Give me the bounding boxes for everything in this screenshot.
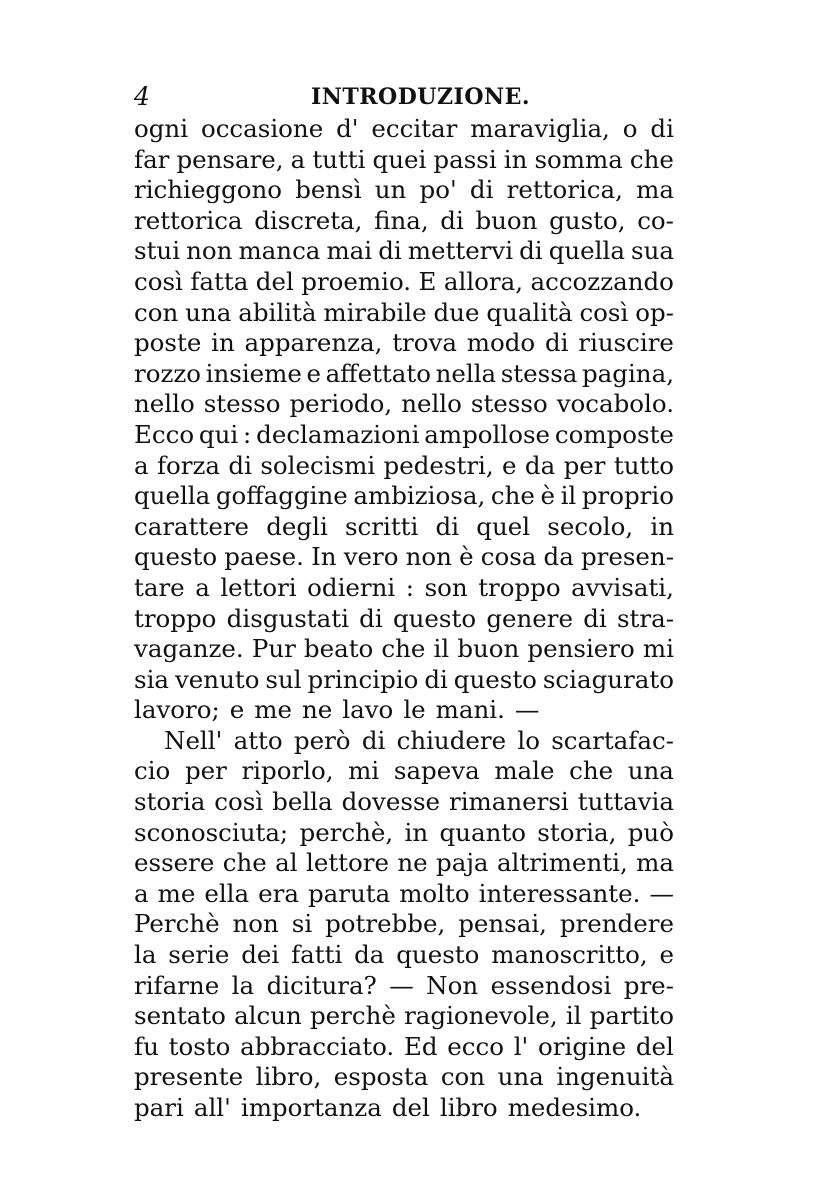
text-line [134, 420, 674, 451]
word: al [275, 848, 298, 878]
word: le [403, 695, 426, 725]
word: somma [534, 144, 623, 174]
running-head [134, 80, 674, 114]
word: degli [266, 511, 328, 541]
word: che [629, 144, 674, 174]
word: rimanersi [448, 787, 569, 817]
word: tutto [613, 450, 674, 480]
word: dei [241, 940, 280, 970]
text-line [134, 359, 674, 390]
word: questo [392, 603, 477, 633]
word: Pur [251, 634, 296, 664]
word: dicitura? [266, 970, 377, 1000]
word: ambiziosa, [353, 481, 486, 511]
word: stesso [203, 389, 281, 419]
word: lettore [305, 848, 389, 878]
word: cosa [480, 542, 537, 572]
text-line [134, 695, 674, 726]
word: stra- [616, 603, 674, 633]
word: di [361, 725, 386, 755]
word: stui [134, 236, 181, 266]
word: del [635, 1031, 674, 1061]
text-line [134, 971, 674, 1002]
word: il [565, 1001, 582, 1031]
word: insieme [205, 358, 302, 388]
text-line [134, 1062, 674, 1093]
text-line [134, 267, 674, 298]
word: a [195, 572, 210, 602]
text-line [134, 1001, 674, 1032]
text-line [134, 114, 674, 145]
word: proemio. [301, 266, 412, 296]
word: pedestri, [383, 450, 494, 480]
word: con [440, 1062, 486, 1092]
word: ma [636, 848, 674, 878]
word: qui [198, 419, 239, 449]
word: disgustati [226, 603, 349, 633]
word: pagina, [582, 358, 674, 388]
word: quella [134, 481, 211, 511]
text-line [134, 145, 674, 176]
word: di [378, 236, 402, 266]
word: In [311, 542, 337, 572]
text-line [134, 328, 674, 359]
word: beato [303, 634, 374, 664]
text-line [134, 787, 674, 818]
word: sia [134, 664, 170, 694]
word: abbracciato. [240, 1031, 395, 1061]
word: — [514, 695, 540, 725]
word: così [214, 787, 264, 817]
word: ecco [447, 1031, 504, 1061]
word: libro, [255, 1062, 322, 1092]
word: così [579, 297, 629, 327]
word: una [497, 1062, 544, 1092]
word: in [211, 328, 235, 358]
word: tuttavia [577, 787, 674, 817]
word: tutti [312, 144, 366, 174]
word: paruta [307, 878, 391, 908]
word: manoscritto, [491, 940, 648, 970]
text-line [134, 1032, 674, 1063]
word: pre- [623, 970, 674, 1000]
word: quel [476, 511, 531, 541]
word: E [418, 266, 437, 296]
word: presente [134, 1062, 244, 1092]
word: mettervi [407, 236, 514, 266]
word: abilità [238, 297, 317, 327]
word: allora, [443, 266, 524, 296]
word: scritti [344, 511, 419, 541]
word: altrimenti, [496, 848, 628, 878]
word: medesimo. [507, 1093, 642, 1122]
text-line [134, 236, 674, 267]
word: op- [635, 297, 674, 327]
word: ogni [134, 114, 189, 143]
word: vero [343, 542, 399, 572]
word: fu [134, 1031, 159, 1061]
text-line [134, 726, 674, 757]
text-line [134, 665, 674, 696]
word: Non [426, 970, 479, 1000]
word: stessa [500, 358, 578, 388]
word: fina, [374, 205, 429, 235]
word: troppo [134, 603, 217, 633]
word: di [583, 603, 607, 633]
word: bella [272, 787, 333, 817]
word: : [405, 572, 415, 602]
word: esposta [333, 1062, 429, 1092]
word: alcun [234, 1001, 302, 1031]
word: che [222, 848, 267, 878]
word: di [228, 450, 252, 480]
word: d' [336, 114, 359, 143]
word: origine [538, 1031, 627, 1061]
word: genere [486, 603, 573, 633]
word: sciagurato [542, 664, 674, 694]
word: lavoro; [134, 695, 220, 725]
word: prendere [559, 909, 674, 939]
word: proprio [581, 481, 674, 511]
word: riporlo, [241, 756, 334, 786]
word: chiudere [396, 725, 507, 755]
word: in [404, 817, 429, 847]
word: lettori [220, 572, 297, 602]
word: mai [326, 236, 373, 266]
word: serie [168, 940, 230, 970]
word: — [649, 878, 674, 908]
word: Perchè [134, 909, 220, 939]
word: goffaggine [215, 481, 348, 511]
word: vaganze. [134, 634, 244, 664]
word: fatti [291, 940, 343, 970]
word: mi [348, 756, 380, 786]
word: affettato [325, 358, 431, 388]
word: così [134, 266, 183, 296]
word: questo [396, 940, 480, 970]
word: libro [439, 1093, 498, 1122]
word: tare [134, 572, 185, 602]
word: di [359, 603, 383, 633]
text-line [134, 848, 674, 879]
word: me [157, 878, 196, 908]
word: riuscire [578, 328, 674, 358]
word: una [185, 297, 232, 327]
word: sentato [134, 1001, 226, 1031]
word: nello [134, 389, 195, 419]
word: questo [453, 664, 537, 694]
word: richieggono [134, 175, 283, 205]
word: a [290, 144, 306, 174]
word: un [374, 175, 407, 205]
word: presen- [580, 542, 674, 572]
word: passi [433, 144, 497, 174]
word: sua [631, 236, 674, 266]
word: — [389, 970, 414, 1000]
word: principio [307, 664, 419, 694]
text-line [134, 940, 674, 971]
word: del [391, 1093, 430, 1122]
word: non [186, 236, 233, 266]
word: venuto [174, 664, 260, 694]
word: con [134, 297, 179, 327]
word: storia [134, 787, 206, 817]
word: era [258, 878, 299, 908]
word: tosto [168, 1031, 231, 1061]
word: ampollose [424, 419, 551, 449]
word: buon [457, 634, 520, 664]
word: far [134, 144, 170, 174]
word: o [622, 114, 638, 143]
word: poste [134, 328, 202, 358]
word: periodo, [289, 389, 393, 419]
word: di [440, 205, 464, 235]
word: lo [517, 725, 540, 755]
word: il [560, 481, 577, 511]
word: essere [134, 848, 215, 878]
word: potrebbe, [325, 909, 446, 939]
text-line [134, 604, 674, 635]
word: è [459, 542, 474, 572]
word: e [659, 940, 674, 970]
word: stesso [470, 389, 548, 419]
word: buon [475, 205, 538, 235]
text-line [134, 542, 674, 573]
word: fatta [190, 266, 249, 296]
word: dovesse [341, 787, 441, 817]
word: declamazioni [256, 419, 420, 449]
paragraph [134, 726, 674, 1124]
word: di [650, 114, 674, 143]
word: che [490, 481, 535, 511]
word: e [502, 450, 517, 480]
word: di [519, 236, 543, 266]
word: occasione [200, 114, 324, 143]
word: atto [233, 725, 283, 755]
word: a [134, 878, 149, 908]
page-number: 4 [134, 82, 150, 111]
word: a [134, 450, 149, 480]
word: sapeva [393, 756, 480, 786]
word: avvisati, [571, 572, 674, 602]
word: può [627, 817, 674, 847]
word: pensai, [458, 909, 547, 939]
word: la [134, 940, 157, 970]
word: partito [589, 1001, 674, 1031]
word: ne [301, 695, 333, 725]
word: quella [548, 236, 625, 266]
word: l' [513, 1031, 529, 1061]
word: che [569, 756, 614, 786]
word: discreta, [254, 205, 363, 235]
word: il [433, 634, 450, 664]
word: ragionevole, [404, 1001, 558, 1031]
word: rozzo [134, 358, 202, 388]
word: paja [436, 848, 489, 878]
word: e [306, 358, 321, 388]
word: composte [554, 419, 674, 449]
word: ingenuità [556, 1062, 674, 1092]
word: del [255, 266, 294, 296]
word: una [627, 756, 674, 786]
text-line [134, 634, 674, 665]
word: carattere [134, 511, 250, 541]
word: maraviglia, [470, 114, 610, 143]
word: essendosi [490, 970, 612, 1000]
word: ella [204, 878, 250, 908]
word: all' [193, 1093, 231, 1122]
text-line [134, 818, 674, 849]
word: che [381, 634, 426, 664]
word: storia, [537, 817, 617, 847]
word: per [184, 756, 227, 786]
word: nello [401, 389, 462, 419]
chapter-title: INTRODUZIONE. [311, 84, 531, 110]
word: solecismi [260, 450, 376, 480]
text-line [134, 879, 674, 910]
word: manca [238, 236, 321, 266]
word: mi [642, 634, 674, 664]
word: eccitar [371, 114, 458, 143]
word: forza [156, 450, 221, 480]
word: po' [419, 175, 457, 205]
word: secolo, [547, 511, 634, 541]
word: paese. [224, 542, 304, 572]
word: questo [134, 542, 218, 572]
word: me [254, 695, 292, 725]
word: son [424, 572, 468, 602]
word: la [231, 970, 255, 1000]
word: per [563, 450, 606, 480]
word: modo [466, 328, 536, 358]
word: bensì [295, 175, 362, 205]
word: sconosciuta; [134, 817, 289, 847]
text-line [134, 175, 674, 206]
word: pensare, [176, 144, 284, 174]
word: pari [134, 1093, 184, 1122]
word: Ed [403, 1031, 438, 1061]
word: scartafac- [551, 725, 674, 755]
word: e [229, 695, 245, 725]
word: co- [637, 205, 674, 235]
text-line [134, 512, 674, 543]
word: di [424, 664, 448, 694]
word: Nell' [164, 725, 223, 755]
word: nella [435, 358, 497, 388]
word: mirabile [323, 297, 427, 327]
text-line [134, 206, 674, 237]
text-body [134, 114, 674, 1124]
word: cio [134, 756, 171, 786]
word: perchè [309, 1001, 396, 1031]
word: qualità [486, 297, 573, 327]
word: sul [265, 664, 302, 694]
word: non [232, 909, 279, 939]
paragraph [134, 114, 674, 726]
word: in [503, 144, 528, 174]
word: accozzando [530, 266, 674, 296]
word: molto [399, 878, 470, 908]
word: importanza [240, 1093, 382, 1122]
word: male [494, 756, 555, 786]
word: si [291, 909, 313, 939]
word: : [243, 419, 252, 449]
word: da [354, 940, 385, 970]
word: rettorica [134, 205, 243, 235]
word: apparenza, [244, 328, 383, 358]
text-line [134, 1093, 674, 1124]
word: rifarne [134, 970, 220, 1000]
word: di [435, 511, 460, 541]
word: vocabolo. [556, 389, 674, 419]
word: ma [636, 175, 674, 205]
word: lavo [342, 695, 394, 725]
word: da [524, 450, 556, 480]
word: mani. [435, 695, 505, 725]
text-line [134, 756, 674, 787]
word: però [293, 725, 351, 755]
text-line [134, 573, 674, 604]
word: trova [392, 328, 457, 358]
word: Ecco [134, 419, 195, 449]
word: da [543, 542, 574, 572]
word: troppo [478, 572, 561, 602]
word: odierni [307, 572, 396, 602]
word: pensiero [527, 634, 635, 664]
word: due [433, 297, 480, 327]
word: di [469, 175, 494, 205]
word: ne [397, 848, 428, 878]
text-line [134, 451, 674, 482]
word: quanto [439, 817, 526, 847]
text-line [134, 909, 674, 940]
text-line [134, 481, 674, 512]
word: interessante. [478, 878, 641, 908]
word: rettorica, [506, 175, 623, 205]
word: in [650, 511, 674, 541]
word: gusto, [549, 205, 626, 235]
word: di [544, 328, 569, 358]
word: quei [372, 144, 427, 174]
word: è [540, 481, 555, 511]
word: non [405, 542, 452, 572]
word: perchè, [299, 817, 394, 847]
text-line [134, 389, 674, 420]
text-line [134, 298, 674, 329]
